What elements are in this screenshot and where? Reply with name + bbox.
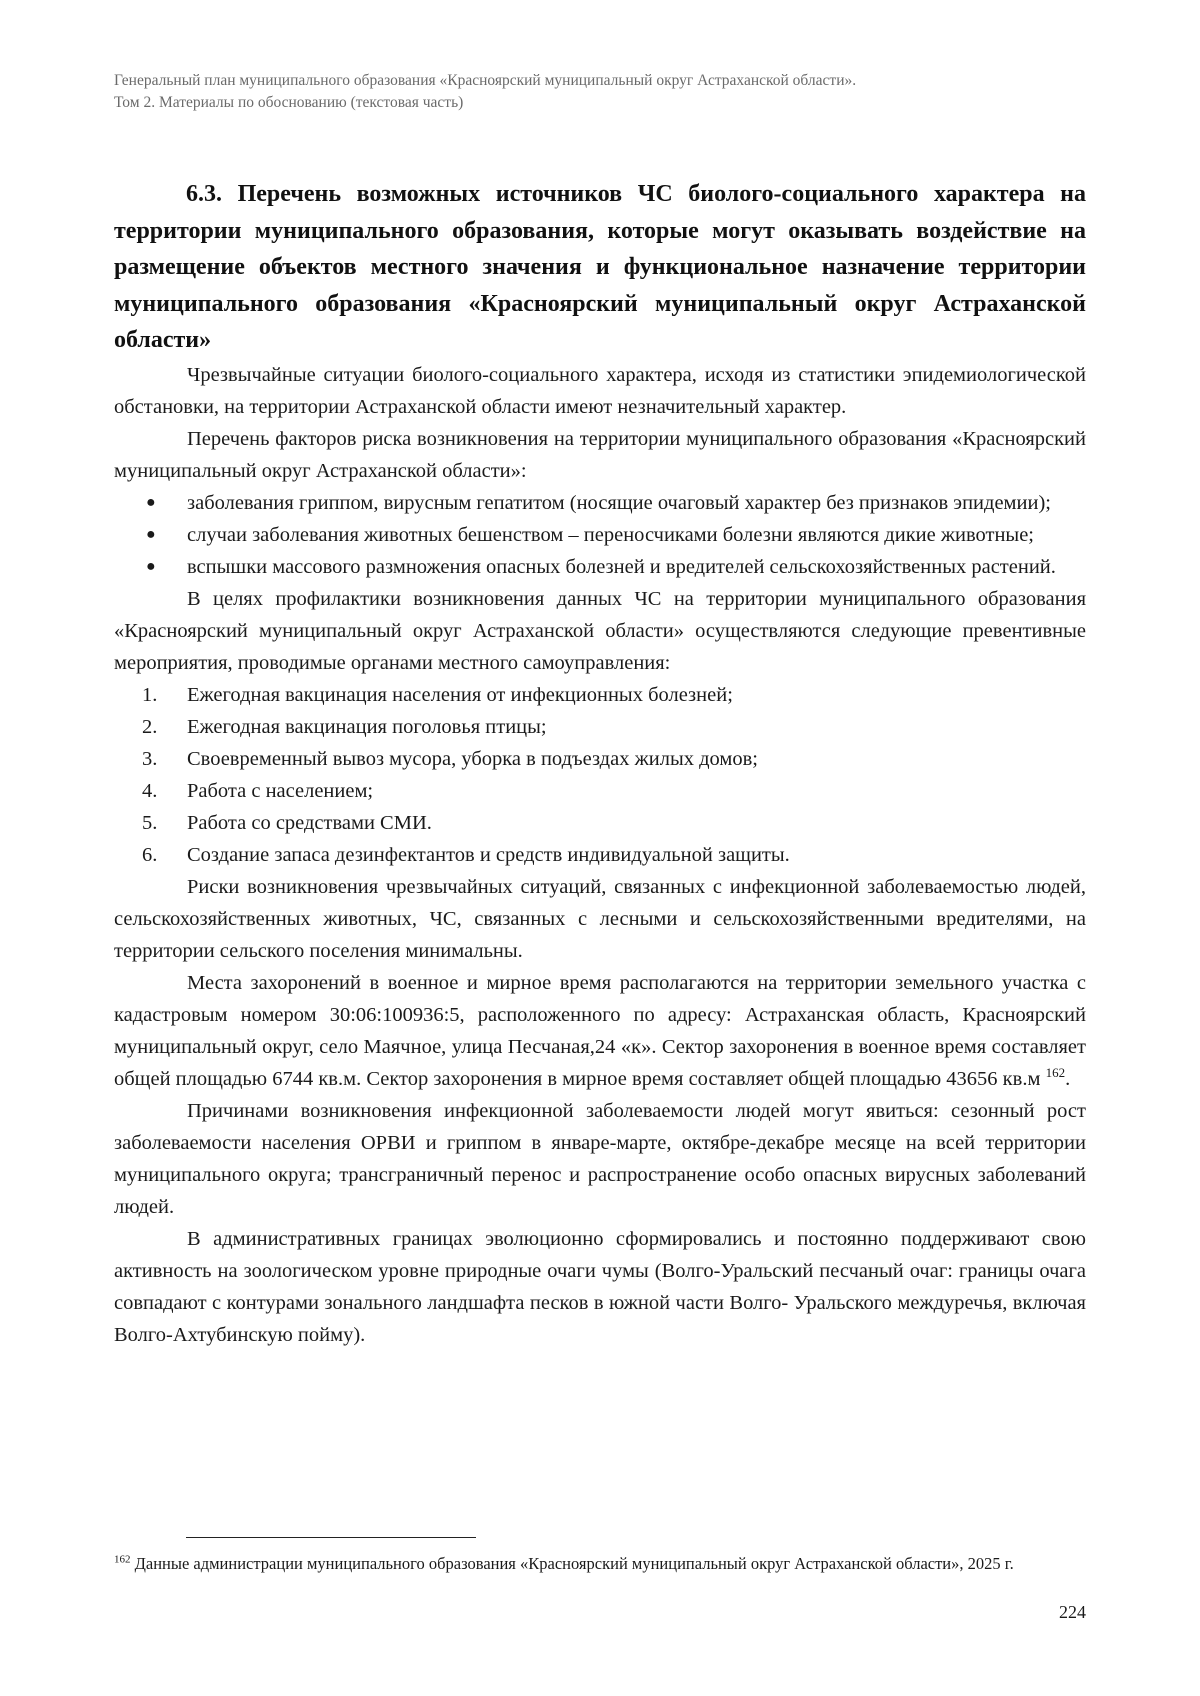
numbered-item bbox=[114, 839, 1086, 871]
burial-sites-end: . bbox=[1065, 1067, 1071, 1090]
bullet-icon: ● bbox=[146, 525, 156, 543]
bullet-icon: ● bbox=[146, 493, 156, 511]
numbered-item bbox=[114, 743, 1086, 775]
section-heading bbox=[114, 176, 1086, 359]
bullet-icon: ● bbox=[146, 557, 156, 575]
list-item bbox=[114, 551, 1086, 583]
footnote bbox=[114, 1552, 1086, 1576]
paragraph-prevention: В целях профилактики возникновения данных ЧС на территории муниципального образования «Красноярский муниципальный округ Астраханской области» осуществляются следующие превентивные мероприятия, проводимые органами местного самоуправления: bbox=[114, 587, 1086, 674]
paragraph-infection-causes: Причинами возникновения инфекционной заболеваемости людей могут явиться: сезонный рост заболеваемости населения ОРВИ и гриппом в январе-марте, октябре-декабре месяце на всей территории муниципального округа; трансграничный перенос и распространение особо опасных вирусных заболеваний людей. bbox=[114, 1099, 1086, 1218]
item-text: Создание запаса дезинфектантов и средств индивидуальной защиты. bbox=[187, 843, 790, 866]
page-number: 224 bbox=[1059, 1602, 1086, 1622]
list-item-text: вспышки массового размножения опасных болезней и вредителей сельскохозяйственных растений. bbox=[187, 555, 1056, 578]
list-item bbox=[114, 519, 1086, 551]
item-number: 1. bbox=[142, 683, 158, 706]
burial-sites-text: Места захоронений в военное и мирное время располагаются на территории земельного участка с кадастровым номером 30:06:100936:5, расположенного по адресу: Астраханская область, Красноярский муниципальный округ, село Маячное, улица Песчаная,24 «к». Сектор захоронения в военное время составляет общей площадью 6744 кв.м. Сектор захоронения в мирное время составляет общей площадью 43656 кв.м bbox=[114, 971, 1086, 1090]
paragraph-intro: Чрезвычайные ситуации биолого-социального характера, исходя из статистики эпидемиологической обстановки, на территории Астраханской области имеют незначительный характер. bbox=[114, 363, 1086, 418]
header-line-2: Том 2. Материалы по обоснованию (текстовая часть) bbox=[114, 94, 464, 111]
item-text: Работа со средствами СМИ. bbox=[187, 811, 432, 834]
item-number: 5. bbox=[142, 811, 158, 834]
list-item-text: случаи заболевания животных бешенством – переносчиками болезни являются дикие животные; bbox=[187, 523, 1034, 546]
paragraph-burial-sites bbox=[114, 967, 1086, 1095]
item-text: Своевременный вывоз мусора, уборка в подъездах жилых домов; bbox=[187, 747, 758, 770]
numbered-item bbox=[114, 679, 1086, 711]
item-number: 4. bbox=[142, 779, 158, 802]
measures-list bbox=[114, 679, 1086, 871]
footnote-number: 162 bbox=[114, 1553, 131, 1566]
item-text: Работа с населением; bbox=[187, 779, 374, 802]
footnote-reference[interactable]: 162 bbox=[1045, 1064, 1066, 1080]
footnote-text: Данные администрации муниципального образования «Красноярский муниципальный округ Астраханской области», 2025 г. bbox=[130, 1554, 1014, 1573]
section-title: Перечень возможных источников ЧС биолого-социального характера на территории муниципального образования, которые могут оказывать воздействие на размещение объектов местного значения и функциональное назначение территории муниципального образования «Красноярский муниципальный округ Астраханской области» bbox=[114, 181, 1087, 353]
body-text bbox=[114, 359, 1086, 1351]
risk-factor-list bbox=[114, 487, 1086, 583]
item-number: 2. bbox=[142, 715, 158, 738]
paragraph-risk-factors: Перечень факторов риска возникновения на территории муниципального образования «Красноярский муниципальный округ Астраханской области»: bbox=[114, 427, 1086, 482]
section-number: 6.3. bbox=[186, 181, 222, 207]
list-item-text: заболевания гриппом, вирусным гепатитом (носящие очаговый характер без признаков эпидемии); bbox=[187, 491, 1051, 514]
paragraph-plague-foci: В административных границах эволюционно сформировались и постоянно поддерживают свою активность на зоологическом уровне природные очаги чумы (Волго-Уральский песчаный очаг: границы очага совпадают с контурами зонального ландшафта песков в южной части Волго- Уральского междуречья, включая Волго-Ахтубинскую пойму). bbox=[114, 1227, 1086, 1346]
header-line-1: Генеральный план муниципального образования «Красноярский муниципальный округ Астраханской области». bbox=[114, 72, 857, 89]
footnote-separator bbox=[186, 1537, 476, 1538]
item-number: 6. bbox=[142, 843, 158, 866]
list-item bbox=[114, 487, 1086, 519]
numbered-item bbox=[114, 711, 1086, 743]
numbered-item bbox=[114, 807, 1086, 839]
numbered-item bbox=[114, 775, 1086, 807]
item-number: 3. bbox=[142, 747, 158, 770]
document-page bbox=[114, 70, 1086, 1351]
running-header bbox=[114, 70, 1086, 114]
paragraph-risks: Риски возникновения чрезвычайных ситуаций, связанных с инфекционной заболеваемостью людей, сельскохозяйственных животных, ЧС, связанных с лесными и сельскохозяйственными вредителями, на территории сельского поселения минимальны. bbox=[114, 875, 1086, 962]
item-text: Ежегодная вакцинация поголовья птицы; bbox=[187, 715, 547, 738]
item-text: Ежегодная вакцинация населения от инфекционных болезней; bbox=[187, 683, 733, 706]
